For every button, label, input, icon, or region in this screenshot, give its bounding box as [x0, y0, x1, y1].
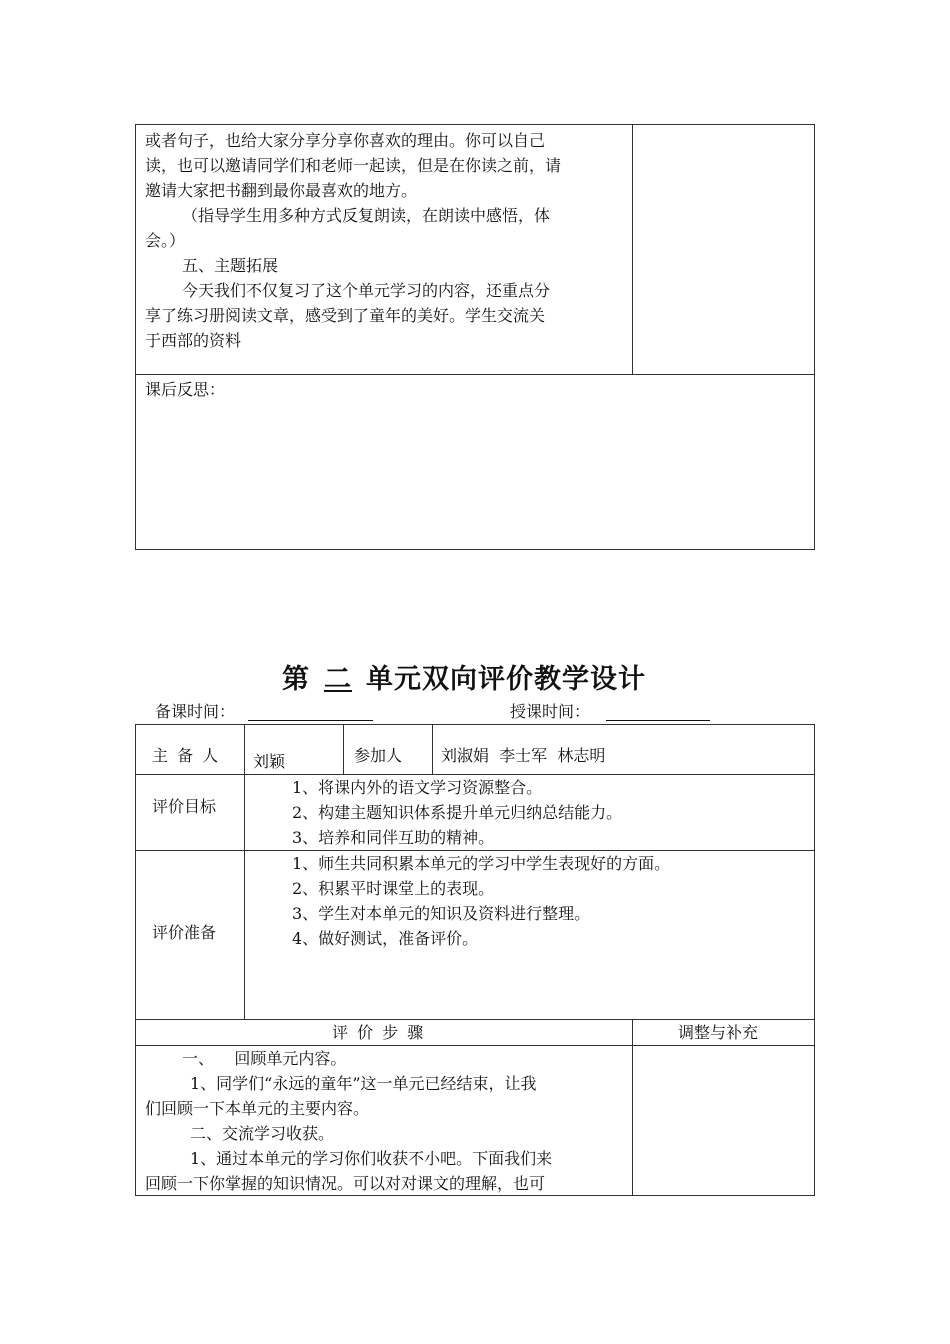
- goal-item: 1、将课内外的语文学习资源整合。: [292, 778, 543, 797]
- main-preparer-label: 主 备 人: [152, 746, 221, 765]
- class-time-label: 授课时间：: [510, 702, 591, 721]
- design-step-line: 一、 回顾单元内容。: [182, 1049, 347, 1068]
- step-line: 会。）: [145, 231, 186, 250]
- prep-item: 4、做好测试，准备评价。: [292, 929, 479, 948]
- step-line: 于西部的资料: [145, 331, 242, 350]
- design-step-line: 们回顾一下本单元的主要内容。: [145, 1099, 370, 1118]
- step-line: 享了练习册阅读文章，感受到了童年的美好。学生交流关: [145, 306, 546, 325]
- design-step-line: 二、交流学习收获。: [190, 1124, 335, 1143]
- prep-label: 评价准备: [152, 923, 217, 942]
- step-line: 或者句子，也给大家分享分享你喜欢的理由。你可以自己: [145, 131, 546, 150]
- participants-label: 参加人: [354, 746, 403, 765]
- goals-label: 评价目标: [152, 797, 217, 816]
- goal-item: 3、培养和同伴互助的精神。: [292, 828, 495, 847]
- design-step-line: 1、通过本单元的学习你们收获不小吧。下面我们来: [190, 1149, 553, 1168]
- page-title: 第 二 单元双向评价教学设计: [282, 664, 646, 695]
- unit-number: 二: [324, 664, 352, 695]
- steps-header: 评 价 步 骤: [332, 1023, 426, 1042]
- step-line: 读，也可以邀请同学们和老师一起读，但是在你读之前，请: [145, 156, 562, 175]
- main-preparer-name: 刘颖: [253, 752, 286, 771]
- design-step-line: 1、同学们“永远的童年”这一单元已经结束，让我: [190, 1074, 537, 1093]
- class-time-blank: [606, 702, 710, 721]
- adjust-header: 调整与补充: [678, 1023, 759, 1042]
- step-line: 今天我们不仅复习了这个单元学习的内容，还重点分: [182, 281, 551, 300]
- step-line: （指导学生用多种方式反复朗读，在朗读中感悟，体: [182, 206, 551, 225]
- participants-names: 刘淑娟 李士军 林志明: [441, 746, 606, 765]
- reflection-label: 课后反思：: [145, 380, 226, 399]
- step-line: 五、主题拓展: [182, 256, 279, 275]
- prep-time-blank: [248, 702, 373, 721]
- step-line: 邀请大家把书翻到最你最喜欢的地方。: [145, 181, 418, 200]
- prep-item: 1、师生共同积累本单元的学习中学生表现好的方面。: [292, 854, 671, 873]
- prep-item: 3、学生对本单元的知识及资料进行整理。: [292, 904, 591, 923]
- design-step-line: 回顾一下你掌握的知识情况。可以对对课文的理解，也可: [145, 1174, 546, 1193]
- prep-item: 2、积累平时课堂上的表现。: [292, 879, 495, 898]
- goal-item: 2、构建主题知识体系提升单元归纳总结能力。: [292, 803, 623, 822]
- prep-time-label: 备课时间：: [155, 702, 236, 721]
